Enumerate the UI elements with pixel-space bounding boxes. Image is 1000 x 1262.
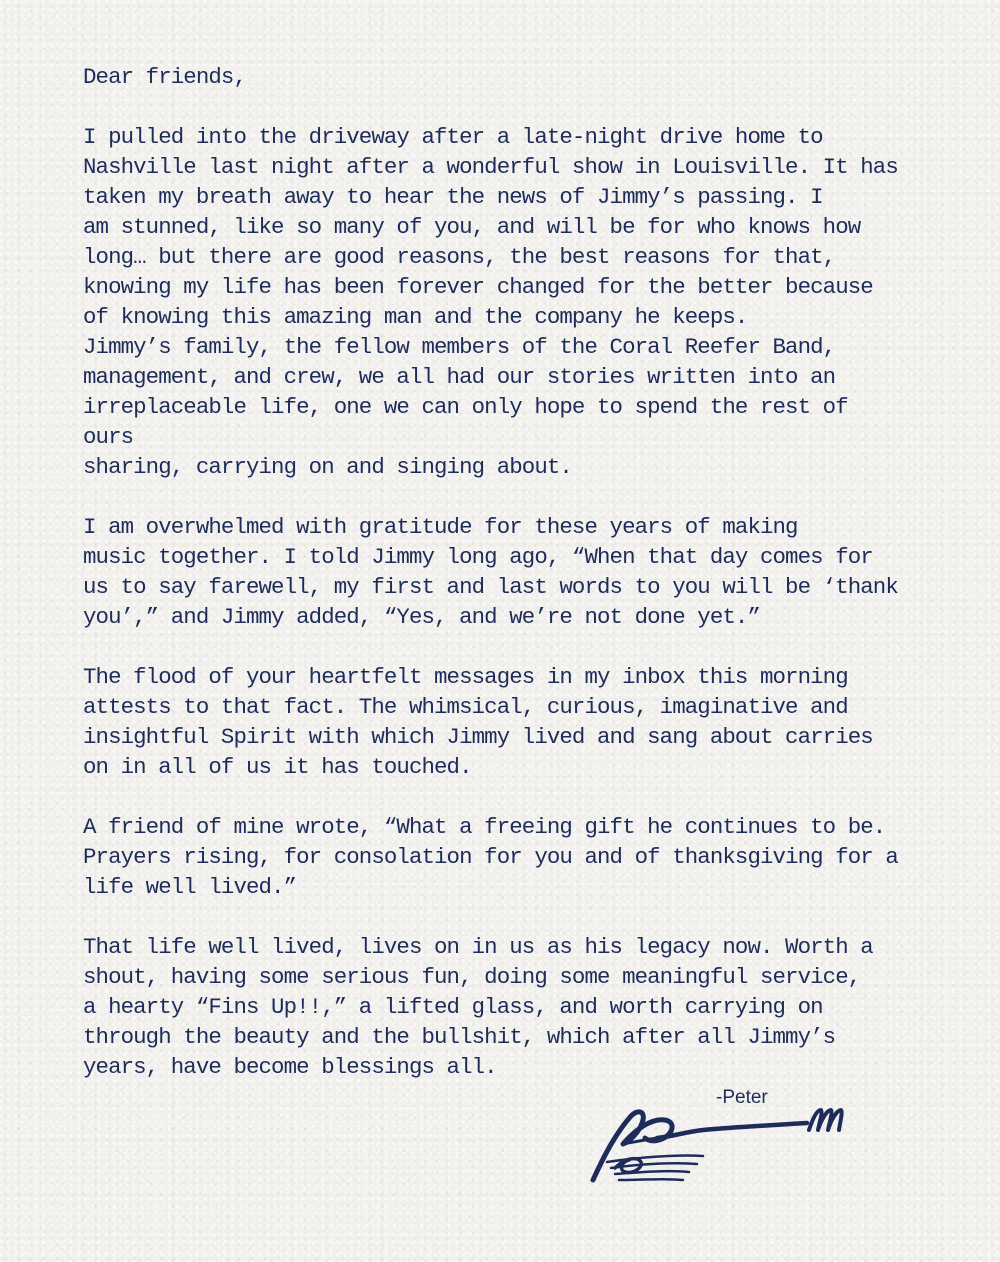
paragraph-legacy: That life well lived, lives on in us as his legacy now. Worth a shout, having some serious fun, doing some meaningful service, a hearty “Fins Up!!,” a lifted glass, and worth carrying on through the beauty and the bullshit, which after all Jimmy’s years, have become blessings all. [83,934,873,1080]
letter-body [83,62,903,1112]
paragraph-gratitude: I am overwhelmed with gratitude for these years of making music together. I told Jimmy long ago, “When that day comes for us to say farewell, my first and last words to you will be ‘thank you’,” and Jimmy added, “Yes, and we’re not done yet.” [83,514,898,630]
paragraph-friend-quote: A friend of mine wrote, “What a freeing gift he continues to be. Prayers rising, for consolation for you and of thanksgiving for a life well lived.” [83,814,898,900]
paragraph-messages: The flood of your heartfelt messages in my inbox this morning attests to that fact. The whimsical, curious, imaginative and insightful Spirit with which Jimmy lived and sang about carries on in all of us it has touched. [83,664,873,780]
salutation: Dear friends, [83,64,246,90]
signoff: -Peter [716,1087,768,1108]
paragraph-driveway: I pulled into the driveway after a late-night drive home to Nashville last night after a wonderful show in Louisville. It has taken my breath away to hear the news of Jimmy’s passing. I am stunned, like so many of you, and will be for who knows how long… but there are good reasons, the best reasons for that, knowing my life has been forever changed for the better because of knowing this amazing man and the company he keeps. Jimmy’s family, the fellow members of the Coral Reefer Band, management, and crew, we all had our stories written into an irreplaceable life, one we can only hope to spend the rest of ours sharing, carrying on and singing about. [83,124,898,480]
handwritten-signature-icon [585,1096,860,1191]
